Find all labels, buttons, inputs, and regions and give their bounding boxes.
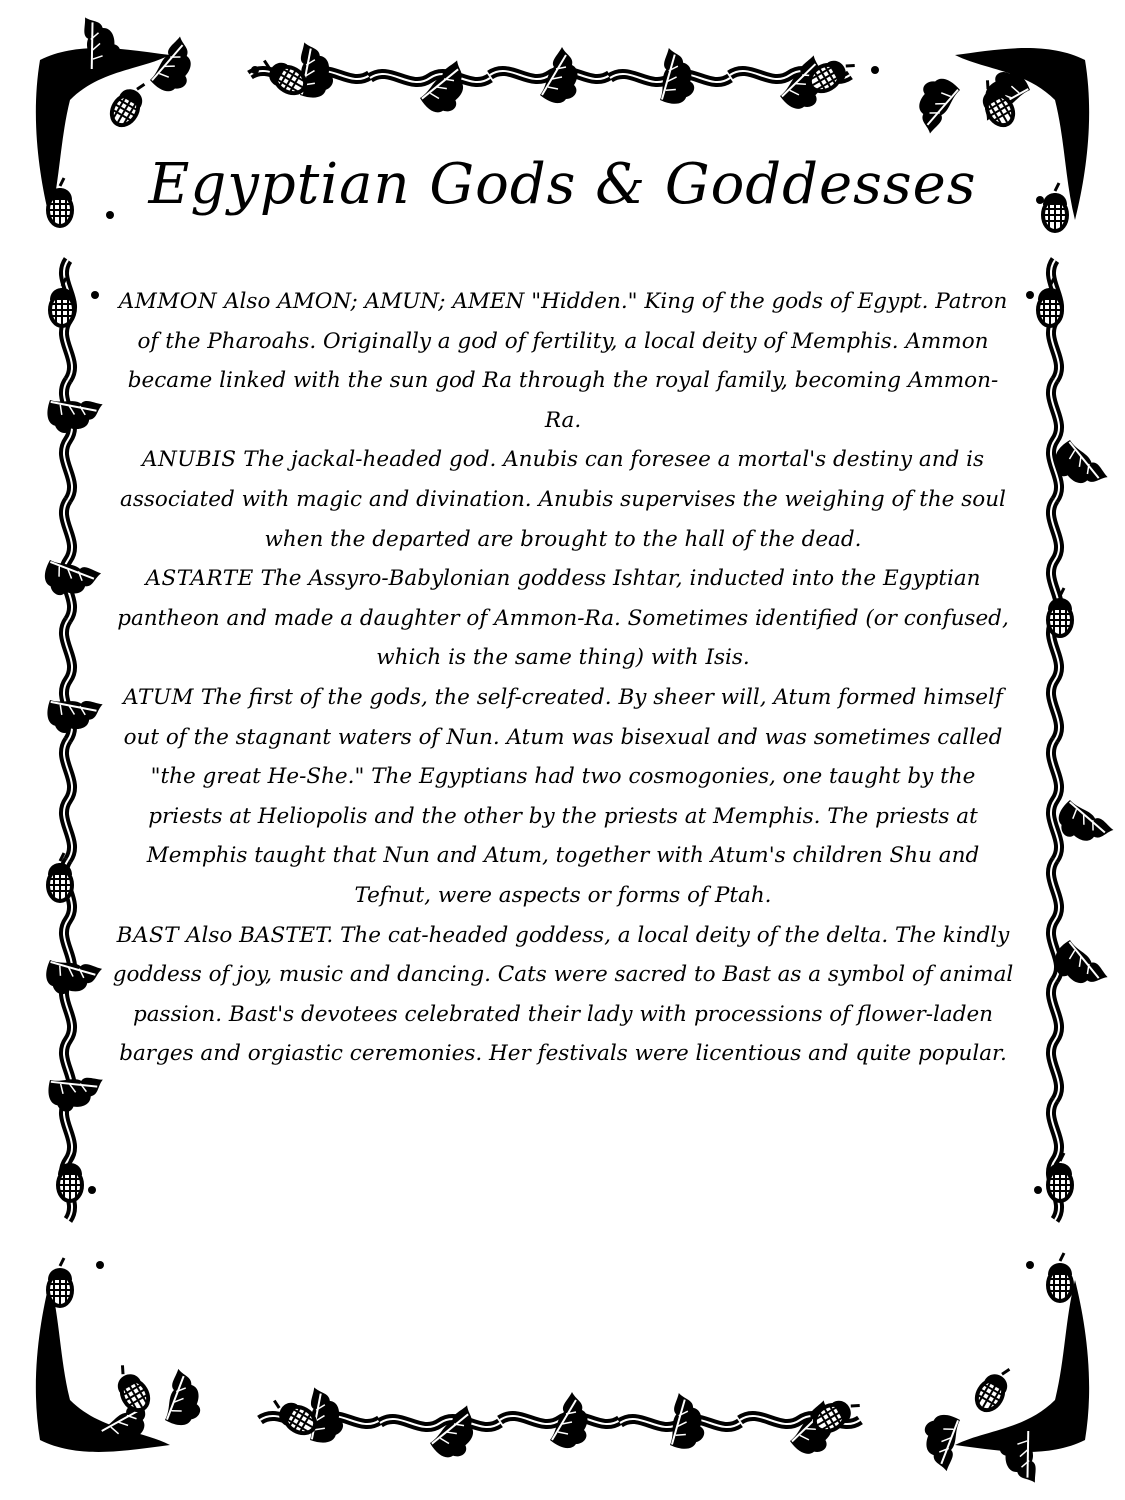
entry-name: ATUM — [123, 684, 194, 710]
right-border — [1026, 260, 1117, 1220]
entry-ammon — [112, 282, 1014, 440]
entry-description: Also AMON; AMUN; AMEN "Hidden." King of the gods of Egypt. Patron of the Pharoahs. Originally a god of fertility, a local deity of Memphis. Ammon became linked with the sun god Ra through the royal family, becoming Ammon-Ra. — [127, 289, 1008, 433]
entry-bast — [112, 916, 1014, 1074]
entry-name: BAST — [116, 922, 180, 948]
entries-text — [112, 282, 1014, 1074]
top-border — [250, 37, 879, 118]
left-border — [42, 260, 109, 1220]
entry-name: AMMON — [118, 289, 218, 314]
corner-bottom-right — [922, 1253, 1089, 1490]
entry-name: ASTARTE — [145, 566, 254, 592]
bottom-border — [260, 1382, 864, 1463]
entry-anubis — [112, 440, 1014, 559]
entry-astarte — [112, 559, 1014, 678]
entry-atum — [112, 678, 1014, 916]
corner-bottom-left — [36, 1258, 203, 1456]
entry-description: The Assyro-Babylonian goddess Ishtar, inducted into the Egyptian pantheon and made a daughter of Ammon-Ra. Sometimes identified (or confused, which is the same thing) with Isis. — [117, 566, 1009, 671]
entry-description: The first of the gods, the self-created. By sheer will, Atum formed himself out of the stagnant waters of Nun. Atum was bisexual and was sometimes called "the great He-She." The Egyptians had two cosmogonies, one taught by the priests at Heliopolis and the other by the priests at Memphis. The priests at Memphis taught that Nun and Atum, together with Atum's children Shu and Tefnut, were aspects or forms of Ptah. — [123, 684, 1003, 908]
page-title: Egyptian Gods & Goddesses — [148, 152, 977, 217]
entry-name: ANUBIS — [141, 447, 237, 473]
entry-description: Also BASTET. The cat-headed goddess, a local deity of the delta. The kindly goddess of joy, music and dancing. Cats were sacred to Bast as a symbol of animal passion. Bast's devotees celebrated their lady with processions of flower-laden barges and orgiastic ceremonies. Her festivals were licentious and quite popular. — [112, 922, 1014, 1067]
entry-description: The jackal-headed god. Anubis can foresee a mortal's destiny and is associated with magic and divination. Anubis supervises the weighing of the soul when the departed are brought to the hall of the dead. — [120, 447, 1006, 552]
